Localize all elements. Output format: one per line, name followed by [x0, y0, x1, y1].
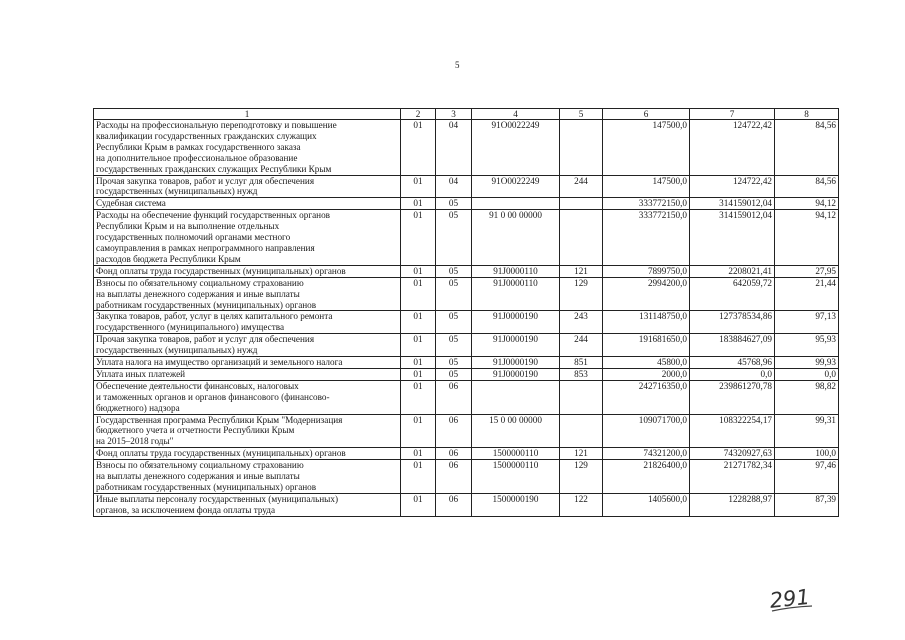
target-article-code: [472, 198, 560, 210]
planned-amount: 1405600,0: [603, 493, 690, 516]
execution-percent: 99,31: [775, 414, 839, 448]
column-header-8: 8: [775, 109, 839, 120]
row-description: Фонд оплаты труда государственных (муниципальных) органов: [94, 448, 401, 460]
executed-amount: 0,0: [690, 368, 775, 380]
planned-amount: 333772150,0: [603, 210, 690, 266]
executed-amount: 183884627,09: [690, 334, 775, 357]
planned-amount: 131148750,0: [603, 311, 690, 334]
planned-amount: 45800,0: [603, 357, 690, 369]
planned-amount: 2994200,0: [603, 277, 690, 311]
column-header-6: 6: [603, 109, 690, 120]
target-article-code: 91J0000110: [472, 265, 560, 277]
expense-type-code: 244: [560, 175, 603, 198]
section-code: 01: [401, 357, 436, 369]
svg-text:291: 291: [768, 584, 811, 613]
column-header-2: 2: [401, 109, 436, 120]
execution-percent: 84,56: [775, 175, 839, 198]
target-article-code: 91 0 00 00000: [472, 210, 560, 266]
table-row: [94, 175, 839, 198]
row-description: Иные выплаты персоналу государственных (муниципальных) органов, за исключением фонда оплаты труда: [94, 493, 401, 516]
table-row: [94, 414, 839, 448]
planned-amount: 21826400,0: [603, 460, 690, 494]
executed-amount: 314159012,04: [690, 210, 775, 266]
expense-type-code: 853: [560, 368, 603, 380]
expense-type-code: [560, 198, 603, 210]
execution-percent: 94,12: [775, 210, 839, 266]
target-article-code: 91J0000190: [472, 368, 560, 380]
table-row: [94, 357, 839, 369]
planned-amount: 109071700,0: [603, 414, 690, 448]
section-code: 01: [401, 368, 436, 380]
executed-amount: 74320927,63: [690, 448, 775, 460]
expense-type-code: 122: [560, 493, 603, 516]
row-description: Расходы на обеспечение функций государственных органов Республики Крым и на выполнение отдельных государственных полномочий органами местного самоуправления в рамках непрограммного направления расходов бюджета Республики Крым: [94, 210, 401, 266]
execution-percent: 100,0: [775, 448, 839, 460]
section-code: 01: [401, 460, 436, 494]
subsection-code: 05: [436, 210, 472, 266]
table-row: [94, 265, 839, 277]
section-code: 01: [401, 448, 436, 460]
table-row: [94, 493, 839, 516]
planned-amount: 7899750,0: [603, 265, 690, 277]
row-description: Уплата налога на имущество организаций и земельного налога: [94, 357, 401, 369]
execution-percent: 21,44: [775, 277, 839, 311]
section-code: 01: [401, 493, 436, 516]
execution-percent: 97,13: [775, 311, 839, 334]
budget-table: [93, 108, 839, 517]
expense-type-code: 121: [560, 448, 603, 460]
table-row: [94, 380, 839, 414]
target-article-code: 91О0022249: [472, 120, 560, 176]
executed-amount: 239861270,78: [690, 380, 775, 414]
executed-amount: 21271782,34: [690, 460, 775, 494]
row-description: Обеспечение деятельности финансовых, налоговых и таможенных органов и органов финансового (финансово- бюджетного) надзора: [94, 380, 401, 414]
target-article-code: 15 0 00 00000: [472, 414, 560, 448]
section-code: 01: [401, 175, 436, 198]
planned-amount: 333772150,0: [603, 198, 690, 210]
executed-amount: 124722,42: [690, 120, 775, 176]
section-code: 01: [401, 210, 436, 266]
expense-type-code: 129: [560, 277, 603, 311]
section-code: 01: [401, 380, 436, 414]
subsection-code: 05: [436, 277, 472, 311]
table-row: [94, 334, 839, 357]
handwritten-page-number: [768, 582, 818, 616]
table-row: [94, 198, 839, 210]
subsection-code: 05: [436, 368, 472, 380]
planned-amount: 242716350,0: [603, 380, 690, 414]
execution-percent: 98,82: [775, 380, 839, 414]
execution-percent: 94,12: [775, 198, 839, 210]
executed-amount: 642059,72: [690, 277, 775, 311]
row-description: Судебная система: [94, 198, 401, 210]
row-description: Прочая закупка товаров, работ и услуг для обеспечения государственных (муниципальных) нужд: [94, 175, 401, 198]
table-row: [94, 448, 839, 460]
row-description: Расходы на профессиональную переподготовку и повышение квалификации государственных гражданских служащих Республики Крым в рамках государственного заказа на дополнительное профессиональное образование государственных гражданских служащих Республики Крым: [94, 120, 401, 176]
column-header-1: 1: [94, 109, 401, 120]
expense-type-code: 129: [560, 460, 603, 494]
execution-percent: 87,39: [775, 493, 839, 516]
table-row: [94, 210, 839, 266]
executed-amount: 45768,96: [690, 357, 775, 369]
execution-percent: 99,93: [775, 357, 839, 369]
target-article-code: 1500000110: [472, 460, 560, 494]
target-article-code: 91J0000190: [472, 357, 560, 369]
row-description: Государственная программа Республики Крым "Модернизация бюджетного учета и отчетности Республики Крым на 2015–2018 годы": [94, 414, 401, 448]
row-description: Фонд оплаты труда государственных (муниципальных) органов: [94, 265, 401, 277]
expense-type-code: [560, 414, 603, 448]
expense-type-code: 244: [560, 334, 603, 357]
target-article-code: 1500000190: [472, 493, 560, 516]
target-article-code: 1500000110: [472, 448, 560, 460]
expense-type-code: 121: [560, 265, 603, 277]
subsection-code: 05: [436, 198, 472, 210]
executed-amount: 108322254,17: [690, 414, 775, 448]
target-article-code: 91О0022249: [472, 175, 560, 198]
planned-amount: 147500,0: [603, 120, 690, 176]
table-row: [94, 368, 839, 380]
row-description: Взносы по обязательному социальному страхованию на выплаты денежного содержания и иные выплаты работникам государственных (муниципальных) органов: [94, 277, 401, 311]
subsection-code: 06: [436, 448, 472, 460]
subsection-code: 04: [436, 175, 472, 198]
row-description: Закупка товаров, работ, услуг в целях капитального ремонта государственного (муниципального) имущества: [94, 311, 401, 334]
executed-amount: 2208021,41: [690, 265, 775, 277]
executed-amount: 127378534,86: [690, 311, 775, 334]
expense-type-code: 243: [560, 311, 603, 334]
header-row: [94, 109, 839, 120]
target-article-code: [472, 380, 560, 414]
execution-percent: 84,56: [775, 120, 839, 176]
table-row: [94, 311, 839, 334]
planned-amount: 147500,0: [603, 175, 690, 198]
row-description: Уплата иных платежей: [94, 368, 401, 380]
subsection-code: 05: [436, 357, 472, 369]
expense-type-code: [560, 120, 603, 176]
expense-type-code: [560, 380, 603, 414]
execution-percent: 95,93: [775, 334, 839, 357]
column-header-4: 4: [472, 109, 560, 120]
page-number: 5: [455, 60, 460, 70]
table-row: [94, 120, 839, 176]
table-row: [94, 277, 839, 311]
execution-percent: 0,0: [775, 368, 839, 380]
planned-amount: 191681650,0: [603, 334, 690, 357]
subsection-code: 06: [436, 380, 472, 414]
subsection-code: 06: [436, 414, 472, 448]
target-article-code: 91J0000190: [472, 311, 560, 334]
section-code: 01: [401, 277, 436, 311]
section-code: 01: [401, 311, 436, 334]
executed-amount: 1228288,97: [690, 493, 775, 516]
expense-type-code: 851: [560, 357, 603, 369]
executed-amount: 124722,42: [690, 175, 775, 198]
planned-amount: 2000,0: [603, 368, 690, 380]
column-header-7: 7: [690, 109, 775, 120]
target-article-code: 91J0000190: [472, 334, 560, 357]
subsection-code: 04: [436, 120, 472, 176]
section-code: 01: [401, 334, 436, 357]
planned-amount: 74321200,0: [603, 448, 690, 460]
section-code: 01: [401, 414, 436, 448]
column-header-5: 5: [560, 109, 603, 120]
section-code: 01: [401, 120, 436, 176]
target-article-code: 91J0000110: [472, 277, 560, 311]
row-description: Прочая закупка товаров, работ и услуг для обеспечения государственных (муниципальных) нужд: [94, 334, 401, 357]
subsection-code: 05: [436, 334, 472, 357]
subsection-code: 06: [436, 493, 472, 516]
section-code: 01: [401, 265, 436, 277]
execution-percent: 97,46: [775, 460, 839, 494]
row-description: Взносы по обязательному социальному страхованию на выплаты денежного содержания и иные выплаты работникам государственных (муниципальных) органов: [94, 460, 401, 494]
subsection-code: 05: [436, 265, 472, 277]
subsection-code: 06: [436, 460, 472, 494]
section-code: 01: [401, 198, 436, 210]
expense-type-code: [560, 210, 603, 266]
executed-amount: 314159012,04: [690, 198, 775, 210]
execution-percent: 27,95: [775, 265, 839, 277]
table-row: [94, 460, 839, 494]
column-header-3: 3: [436, 109, 472, 120]
subsection-code: 05: [436, 311, 472, 334]
